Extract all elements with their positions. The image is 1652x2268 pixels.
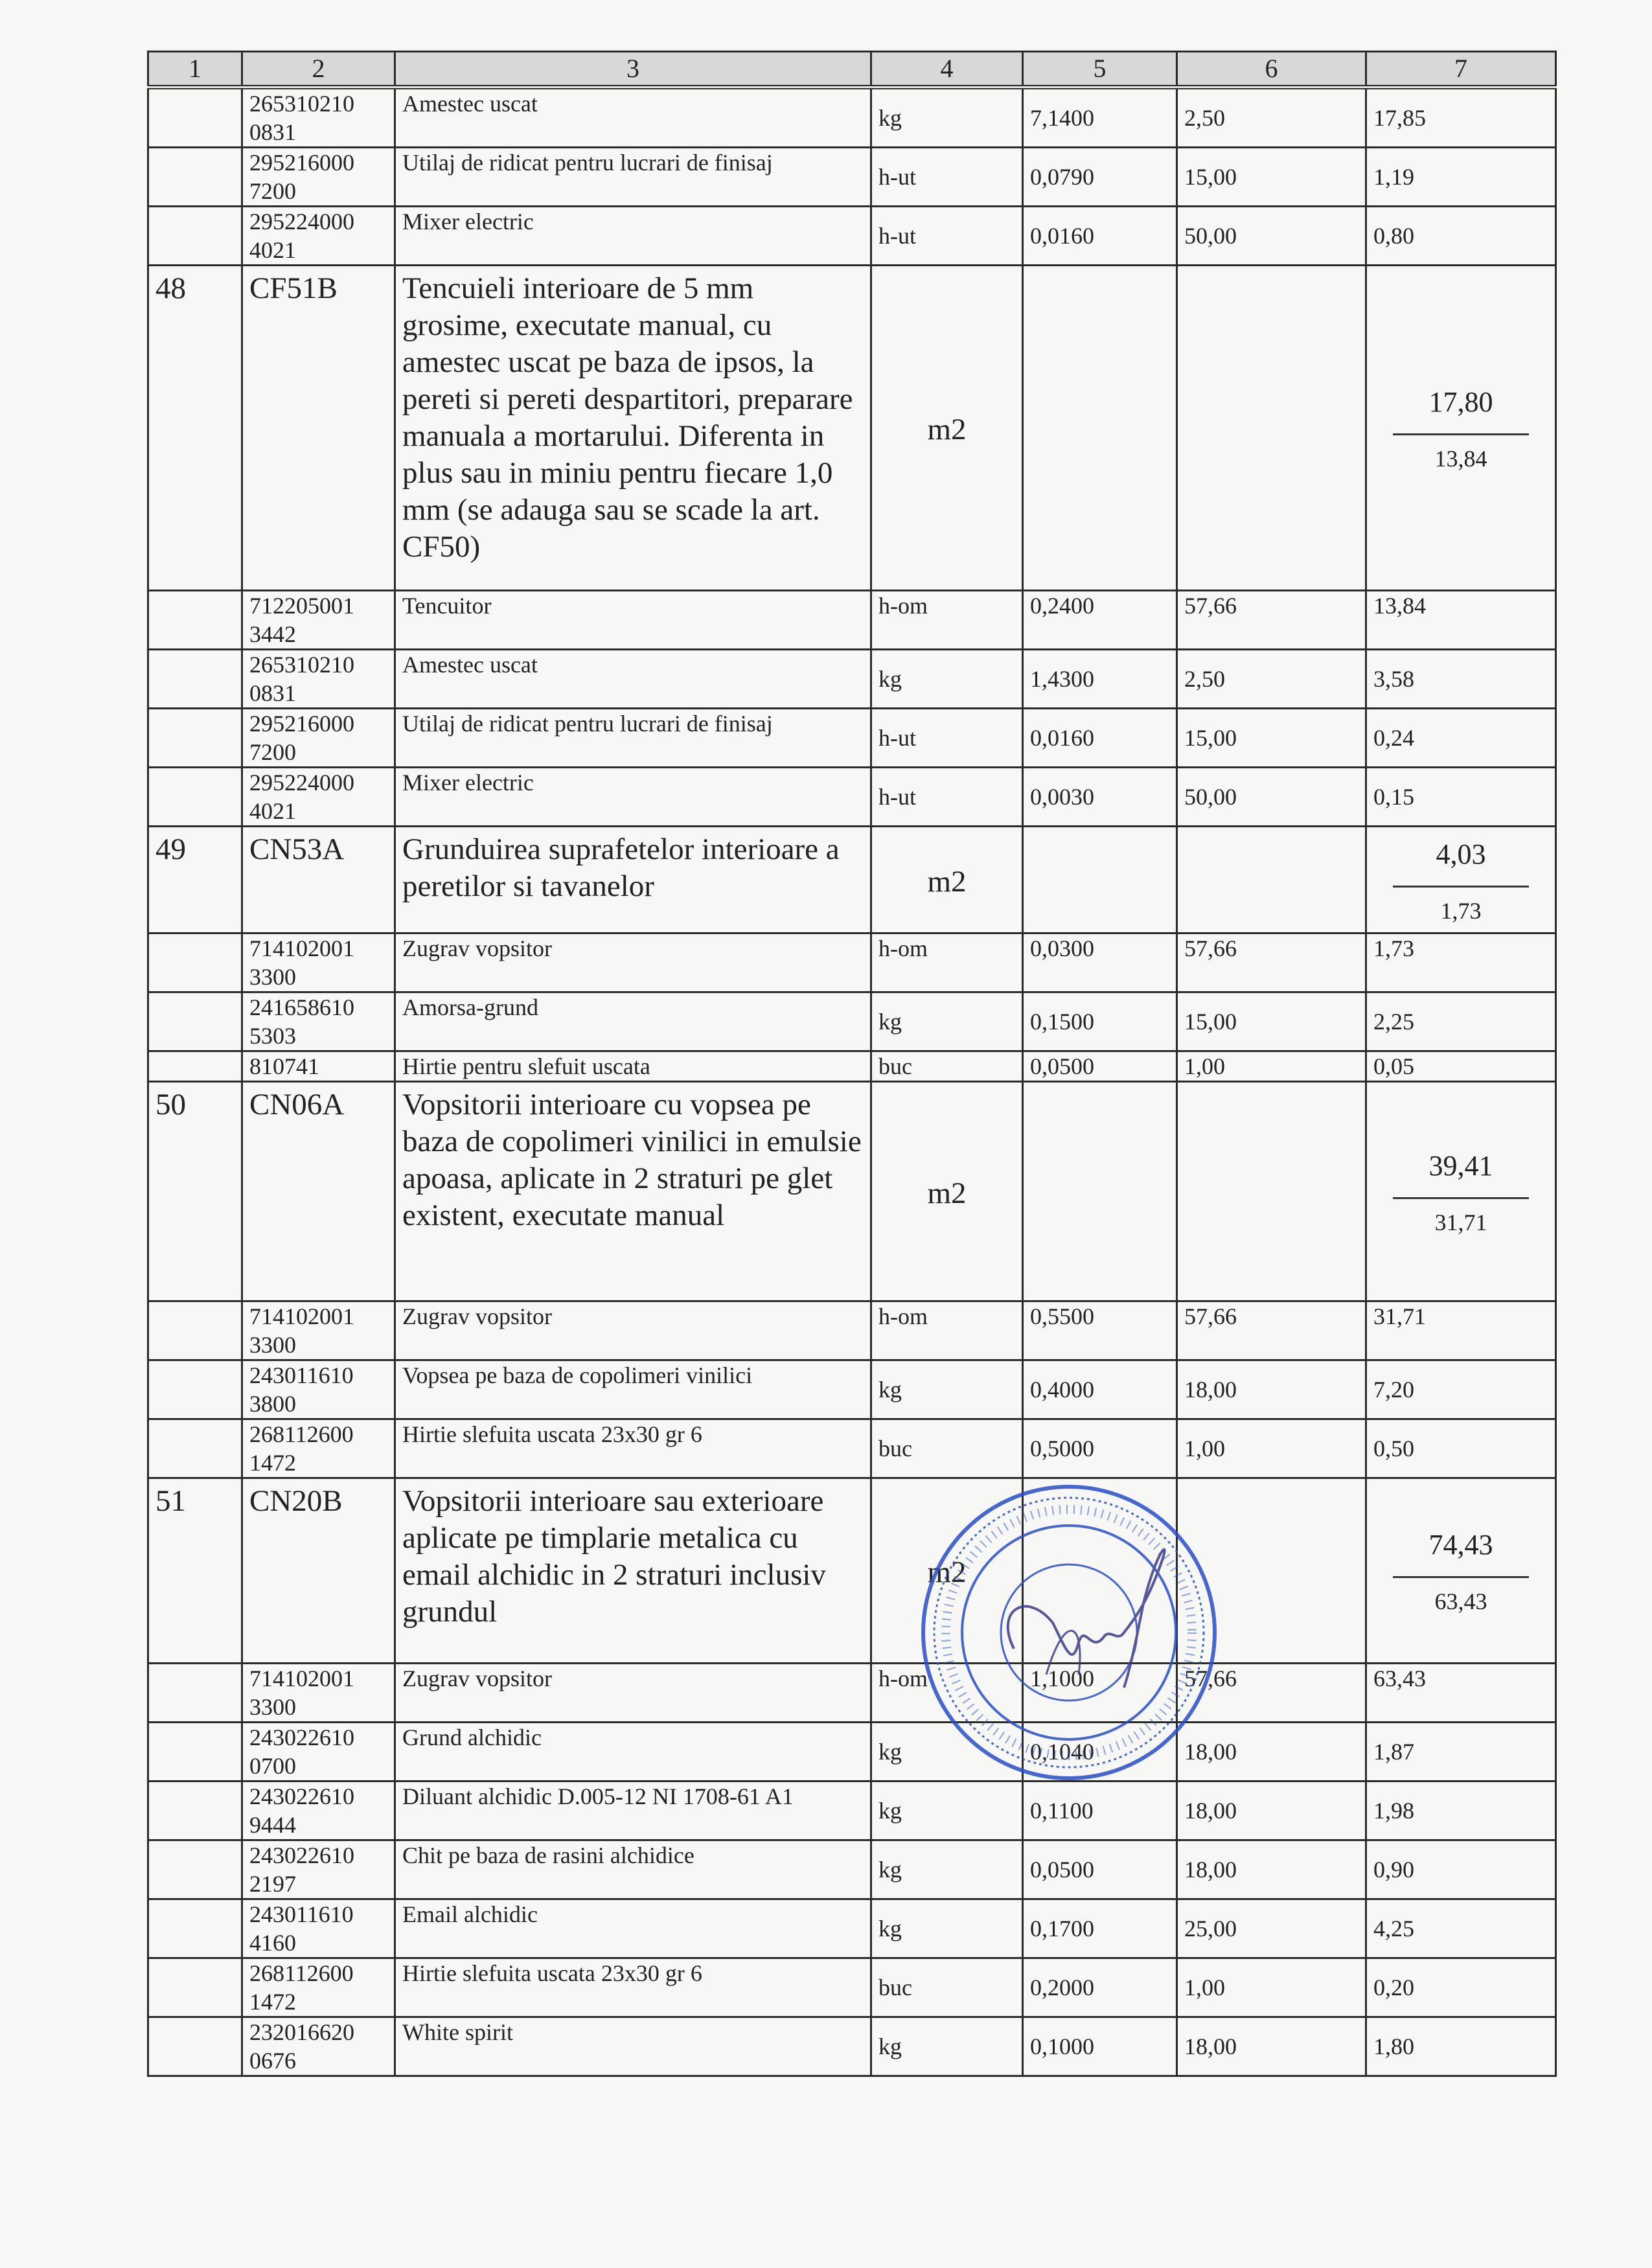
resource-code: 243011610 4160 bbox=[242, 1899, 395, 1958]
item-total-cost: 17,80 bbox=[1428, 386, 1493, 418]
resource-number bbox=[148, 1723, 242, 1781]
item-quantity bbox=[1023, 1478, 1177, 1664]
item-total-cost: 39,41 bbox=[1428, 1149, 1493, 1182]
resource-name: White spirit bbox=[395, 2017, 871, 2076]
resource-number bbox=[148, 148, 242, 207]
item-labor-cost: 1,73 bbox=[1440, 897, 1482, 924]
resource-code: 268112600 1472 bbox=[242, 1419, 395, 1478]
fraction-line bbox=[1393, 886, 1529, 888]
resource-total: 0,80 bbox=[1366, 207, 1556, 266]
resource-number bbox=[148, 1360, 242, 1419]
resource-name: Hirtie slefuita uscata 23x30 gr 6 bbox=[395, 1958, 871, 2017]
fraction-line bbox=[1393, 433, 1529, 435]
estimate-item-row bbox=[148, 266, 1556, 591]
item-price bbox=[1177, 827, 1366, 934]
resource-total: 4,25 bbox=[1366, 1899, 1556, 1958]
item-labor-cost: 31,71 bbox=[1434, 1209, 1487, 1235]
resource-unit-price: 25,00 bbox=[1177, 1899, 1366, 1958]
resource-name: Mixer electric bbox=[395, 768, 871, 827]
header-col-3: 3 bbox=[395, 52, 871, 87]
resource-name: Amorsa-grund bbox=[395, 992, 871, 1051]
resource-unit: buc bbox=[871, 1419, 1023, 1478]
item-code: CF51B bbox=[242, 266, 395, 591]
resource-row bbox=[148, 934, 1556, 992]
resource-number bbox=[148, 768, 242, 827]
resource-total: 0,50 bbox=[1366, 1419, 1556, 1478]
resource-row bbox=[148, 591, 1556, 650]
resource-total: 3,58 bbox=[1366, 650, 1556, 709]
resource-unit-price: 1,00 bbox=[1177, 1958, 1366, 2017]
resource-unit-price: 18,00 bbox=[1177, 1840, 1366, 1899]
resource-quantity: 0,0300 bbox=[1023, 934, 1177, 992]
resource-unit-price: 18,00 bbox=[1177, 2017, 1366, 2076]
resource-quantity: 0,0160 bbox=[1023, 207, 1177, 266]
resource-unit: kg bbox=[871, 87, 1023, 148]
resource-quantity: 0,1700 bbox=[1023, 1899, 1177, 1958]
header-col-4: 4 bbox=[871, 52, 1023, 87]
resource-unit: kg bbox=[871, 1723, 1023, 1781]
resource-unit: h-om bbox=[871, 1664, 1023, 1723]
resource-number bbox=[148, 1419, 242, 1478]
resource-total: 7,20 bbox=[1366, 1360, 1556, 1419]
resource-name: Utilaj de ridicat pentru lucrari de finisaj bbox=[395, 709, 871, 768]
resource-name: Zugrav vopsitor bbox=[395, 1664, 871, 1723]
resource-number bbox=[148, 1781, 242, 1840]
resource-code: 243022610 2197 bbox=[242, 1840, 395, 1899]
resource-row bbox=[148, 1899, 1556, 1958]
header-col-2: 2 bbox=[242, 52, 395, 87]
resource-quantity: 0,1040 bbox=[1023, 1723, 1177, 1781]
item-description: Vopsitorii interioare sau exterioare aplicate pe timplarie metalica cu email alchidic in 2 straturi inclusiv grundul bbox=[395, 1478, 871, 1664]
resource-unit-price: 57,66 bbox=[1177, 591, 1366, 650]
header-col-7: 7 bbox=[1366, 52, 1556, 87]
item-quantity bbox=[1023, 1082, 1177, 1301]
resource-name: Hirtie pentru slefuit uscata bbox=[395, 1051, 871, 1082]
resource-row bbox=[148, 207, 1556, 266]
resource-code: 714102001 3300 bbox=[242, 1664, 395, 1723]
item-number: 51 bbox=[148, 1478, 242, 1664]
resource-code: 712205001 3442 bbox=[242, 591, 395, 650]
resource-row bbox=[148, 1360, 1556, 1419]
resource-number bbox=[148, 87, 242, 148]
resource-total: 63,43 bbox=[1366, 1664, 1556, 1723]
resource-unit: buc bbox=[871, 1051, 1023, 1082]
resource-name: Diluant alchidic D.005-12 NI 1708-61 A1 bbox=[395, 1781, 871, 1840]
resource-code: 714102001 3300 bbox=[242, 934, 395, 992]
item-description: Grunduirea suprafetelor interioare a peretilor si tavanelor bbox=[395, 827, 871, 934]
resource-code: 243022610 9444 bbox=[242, 1781, 395, 1840]
resource-unit: h-ut bbox=[871, 207, 1023, 266]
resource-code: 241658610 5303 bbox=[242, 992, 395, 1051]
item-code: CN06A bbox=[242, 1082, 395, 1301]
header-col-5: 5 bbox=[1023, 52, 1177, 87]
resource-quantity: 0,1100 bbox=[1023, 1781, 1177, 1840]
resource-row bbox=[148, 992, 1556, 1051]
resource-unit-price: 15,00 bbox=[1177, 709, 1366, 768]
resource-unit: h-ut bbox=[871, 768, 1023, 827]
resource-quantity: 0,1500 bbox=[1023, 992, 1177, 1051]
item-unit: m2 bbox=[871, 827, 1023, 934]
resource-unit: kg bbox=[871, 2017, 1023, 2076]
item-total-cost: 74,43 bbox=[1428, 1529, 1493, 1561]
resource-quantity: 0,0500 bbox=[1023, 1051, 1177, 1082]
resource-total: 1,73 bbox=[1366, 934, 1556, 992]
resource-unit: h-ut bbox=[871, 709, 1023, 768]
resource-number bbox=[148, 934, 242, 992]
item-price bbox=[1177, 266, 1366, 591]
resource-total: 1,80 bbox=[1366, 2017, 1556, 2076]
resource-unit-price: 57,66 bbox=[1177, 1301, 1366, 1360]
resource-number bbox=[148, 207, 242, 266]
item-code: CN53A bbox=[242, 827, 395, 934]
estimate-item-row bbox=[148, 827, 1556, 934]
item-total bbox=[1366, 1478, 1556, 1664]
header-col-1: 1 bbox=[148, 52, 242, 87]
header-col-6: 6 bbox=[1177, 52, 1366, 87]
resource-unit: h-om bbox=[871, 591, 1023, 650]
resource-name: Mixer electric bbox=[395, 207, 871, 266]
resource-total: 1,98 bbox=[1366, 1781, 1556, 1840]
estimate-item-row bbox=[148, 1478, 1556, 1664]
item-price bbox=[1177, 1478, 1366, 1664]
resource-number bbox=[148, 1051, 242, 1082]
resource-code: 295224000 4021 bbox=[242, 207, 395, 266]
resource-total: 17,85 bbox=[1366, 87, 1556, 148]
resource-quantity: 1,4300 bbox=[1023, 650, 1177, 709]
item-number: 50 bbox=[148, 1082, 242, 1301]
resource-total: 2,25 bbox=[1366, 992, 1556, 1051]
resource-name: Tencuitor bbox=[395, 591, 871, 650]
resource-unit-price: 2,50 bbox=[1177, 87, 1366, 148]
resource-code: 295216000 7200 bbox=[242, 709, 395, 768]
resource-number bbox=[148, 709, 242, 768]
resource-total: 0,20 bbox=[1366, 1958, 1556, 2017]
resource-number bbox=[148, 591, 242, 650]
resource-number bbox=[148, 992, 242, 1051]
resource-quantity: 0,0790 bbox=[1023, 148, 1177, 207]
resource-code: 810741 bbox=[242, 1051, 395, 1082]
fraction-line bbox=[1393, 1197, 1529, 1199]
fraction-line bbox=[1393, 1576, 1529, 1578]
resource-unit-price: 57,66 bbox=[1177, 1664, 1366, 1723]
resource-unit-price: 18,00 bbox=[1177, 1360, 1366, 1419]
item-unit: m2 bbox=[871, 266, 1023, 591]
resource-unit: kg bbox=[871, 992, 1023, 1051]
resource-quantity: 1,1000 bbox=[1023, 1664, 1177, 1723]
resource-row bbox=[148, 2017, 1556, 2076]
resource-unit-price: 15,00 bbox=[1177, 148, 1366, 207]
item-quantity bbox=[1023, 827, 1177, 934]
resource-quantity: 7,1400 bbox=[1023, 87, 1177, 148]
resource-row bbox=[148, 1664, 1556, 1723]
resource-row bbox=[148, 1301, 1556, 1360]
estimate-body bbox=[148, 87, 1556, 2076]
resource-unit-price: 50,00 bbox=[1177, 207, 1366, 266]
resource-unit: h-ut bbox=[871, 148, 1023, 207]
resource-row bbox=[148, 768, 1556, 827]
item-description: Tencuieli interioare de 5 mm grosime, executate manual, cu amestec uscat pe baza de ipsos, la pereti si pereti despartitori, preparare manuala a mortarului. Diferenta in plus sau in miniu pentru fiecare 1,0 mm (se adauga sau se scade la art. CF50) bbox=[395, 266, 871, 591]
resource-unit-price: 18,00 bbox=[1177, 1723, 1366, 1781]
resource-row bbox=[148, 709, 1556, 768]
resource-unit: h-om bbox=[871, 934, 1023, 992]
item-labor-cost: 13,84 bbox=[1434, 446, 1487, 472]
resource-total: 31,71 bbox=[1366, 1301, 1556, 1360]
item-number: 48 bbox=[148, 266, 242, 591]
resource-name: Zugrav vopsitor bbox=[395, 934, 871, 992]
resource-name: Vopsea pe baza de copolimeri vinilici bbox=[395, 1360, 871, 1419]
resource-number bbox=[148, 650, 242, 709]
resource-row bbox=[148, 650, 1556, 709]
resource-total: 0,05 bbox=[1366, 1051, 1556, 1082]
resource-unit-price: 18,00 bbox=[1177, 1781, 1366, 1840]
item-quantity bbox=[1023, 266, 1177, 591]
resource-code: 268112600 1472 bbox=[242, 1958, 395, 2017]
resource-code: 265310210 0831 bbox=[242, 650, 395, 709]
resource-unit: buc bbox=[871, 1958, 1023, 2017]
resource-unit-price: 1,00 bbox=[1177, 1419, 1366, 1478]
resource-unit: h-om bbox=[871, 1301, 1023, 1360]
item-total-cost: 4,03 bbox=[1436, 838, 1486, 870]
resource-name: Email alchidic bbox=[395, 1899, 871, 1958]
resource-code: 295216000 7200 bbox=[242, 148, 395, 207]
resource-total: 1,87 bbox=[1366, 1723, 1556, 1781]
item-description: Vopsitorii interioare cu vopsea pe baza de copolimeri vinilici in emulsie apoasa, aplicate in 2 straturi pe glet existent, executate manual bbox=[395, 1082, 871, 1301]
resource-code: 243022610 0700 bbox=[242, 1723, 395, 1781]
resource-unit-price: 15,00 bbox=[1177, 992, 1366, 1051]
resource-name: Amestec uscat bbox=[395, 650, 871, 709]
resource-unit: kg bbox=[871, 650, 1023, 709]
resource-total: 0,15 bbox=[1366, 768, 1556, 827]
resource-quantity: 0,0500 bbox=[1023, 1840, 1177, 1899]
resource-number bbox=[148, 1958, 242, 2017]
resource-name: Hirtie slefuita uscata 23x30 gr 6 bbox=[395, 1419, 871, 1478]
resource-quantity: 0,1000 bbox=[1023, 2017, 1177, 2076]
resource-number bbox=[148, 2017, 242, 2076]
resource-quantity: 0,2400 bbox=[1023, 591, 1177, 650]
resource-quantity: 0,4000 bbox=[1023, 1360, 1177, 1419]
resource-row bbox=[148, 1958, 1556, 2017]
resource-row bbox=[148, 87, 1556, 148]
resource-number bbox=[148, 1840, 242, 1899]
resource-row bbox=[148, 148, 1556, 207]
resource-name: Chit pe baza de rasini alchidice bbox=[395, 1840, 871, 1899]
resource-number bbox=[148, 1664, 242, 1723]
resource-code: 714102001 3300 bbox=[242, 1301, 395, 1360]
resource-total: 0,90 bbox=[1366, 1840, 1556, 1899]
resource-quantity: 0,5000 bbox=[1023, 1419, 1177, 1478]
resource-quantity: 0,0160 bbox=[1023, 709, 1177, 768]
item-code: CN20B bbox=[242, 1478, 395, 1664]
item-total bbox=[1366, 1082, 1556, 1301]
resource-unit-price: 1,00 bbox=[1177, 1051, 1366, 1082]
resource-row bbox=[148, 1051, 1556, 1082]
item-labor-cost: 63,43 bbox=[1434, 1588, 1487, 1614]
resource-unit: kg bbox=[871, 1360, 1023, 1419]
resource-total: 1,19 bbox=[1366, 148, 1556, 207]
resource-name: Zugrav vopsitor bbox=[395, 1301, 871, 1360]
resource-row bbox=[148, 1840, 1556, 1899]
resource-unit: kg bbox=[871, 1899, 1023, 1958]
resource-unit: kg bbox=[871, 1781, 1023, 1840]
resource-unit-price: 57,66 bbox=[1177, 934, 1366, 992]
item-number: 49 bbox=[148, 827, 242, 934]
estimate-table bbox=[147, 51, 1557, 2077]
resource-unit-price: 50,00 bbox=[1177, 768, 1366, 827]
resource-row bbox=[148, 1781, 1556, 1840]
item-unit: m2 bbox=[871, 1082, 1023, 1301]
resource-total: 13,84 bbox=[1366, 591, 1556, 650]
resource-quantity: 0,2000 bbox=[1023, 1958, 1177, 2017]
item-total bbox=[1366, 827, 1556, 934]
resource-row bbox=[148, 1723, 1556, 1781]
column-number-header bbox=[148, 52, 1556, 87]
resource-number bbox=[148, 1899, 242, 1958]
item-unit: m2 bbox=[871, 1478, 1023, 1664]
resource-name: Grund alchidic bbox=[395, 1723, 871, 1781]
estimate-item-row bbox=[148, 1082, 1556, 1301]
resource-unit: kg bbox=[871, 1840, 1023, 1899]
resource-code: 295224000 4021 bbox=[242, 768, 395, 827]
resource-quantity: 0,0030 bbox=[1023, 768, 1177, 827]
resource-code: 265310210 0831 bbox=[242, 87, 395, 148]
resource-row bbox=[148, 1419, 1556, 1478]
resource-number bbox=[148, 1301, 242, 1360]
resource-name: Amestec uscat bbox=[395, 87, 871, 148]
resource-unit-price: 2,50 bbox=[1177, 650, 1366, 709]
resource-total: 0,24 bbox=[1366, 709, 1556, 768]
resource-code: 243011610 3800 bbox=[242, 1360, 395, 1419]
resource-quantity: 0,5500 bbox=[1023, 1301, 1177, 1360]
item-price bbox=[1177, 1082, 1366, 1301]
item-total bbox=[1366, 266, 1556, 591]
resource-code: 232016620 0676 bbox=[242, 2017, 395, 2076]
resource-name: Utilaj de ridicat pentru lucrari de finisaj bbox=[395, 148, 871, 207]
